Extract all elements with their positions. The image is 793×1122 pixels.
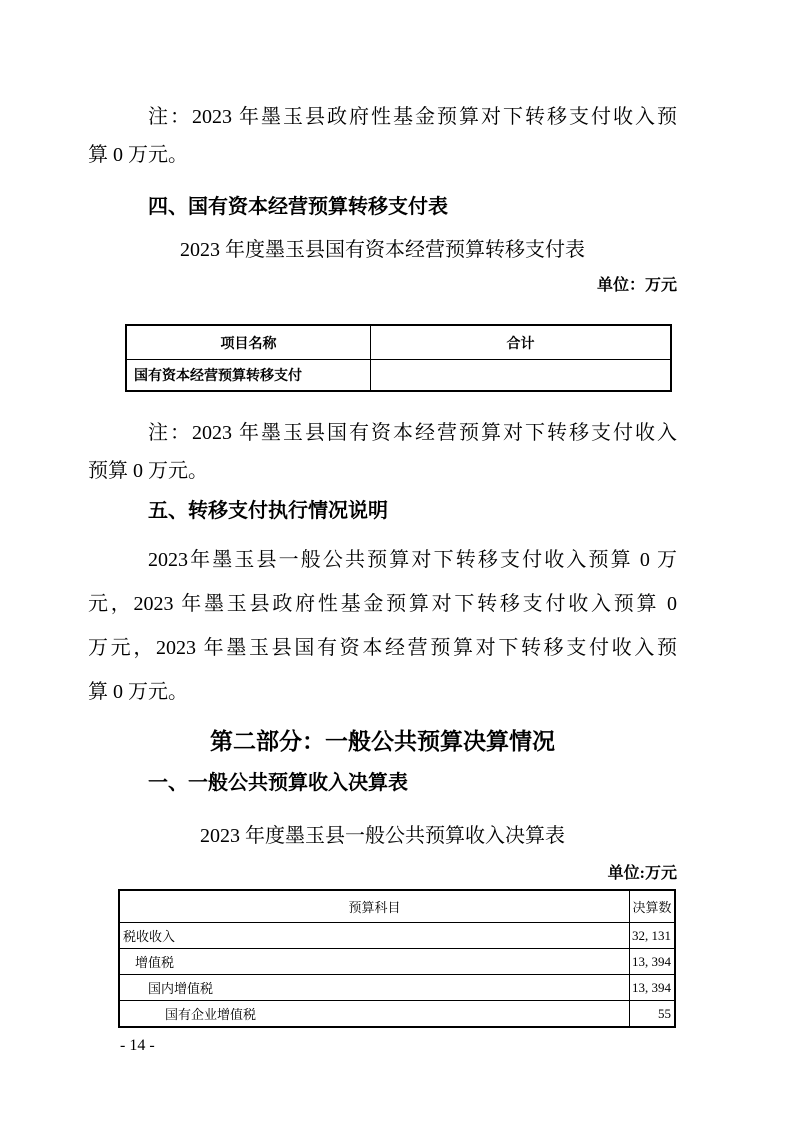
transfer-table-unit-label: 单位：万元 xyxy=(596,277,677,294)
note-line: 算 0 万元。 xyxy=(88,144,188,166)
paragraph-line: 2023年墨玉县一般公共预算对下转移支付收入预算 0 万 xyxy=(148,549,677,571)
note-line: 注：2023 年墨玉县国有资本经营预算对下转移支付收入 xyxy=(148,422,677,444)
table-row xyxy=(119,949,675,975)
revenue-table-unit-label: 单位:万元 xyxy=(607,865,677,882)
heading-section4: 四、国有资本经营预算转移支付表 xyxy=(148,196,448,218)
page-number: - 14 - xyxy=(120,1037,155,1054)
revenue-final-accounts-table xyxy=(118,889,676,1028)
table-row xyxy=(119,923,675,949)
transfer-table-title: 2023 年度墨玉县国有资本经营预算转移支付表 xyxy=(180,239,585,261)
note-soe-transfer xyxy=(88,414,677,490)
heading-section5: 五、转移支付执行情况说明 xyxy=(148,500,388,522)
transfer-payment-table xyxy=(125,324,672,392)
cell-subject: 增值税 xyxy=(119,949,630,975)
revenue-table-title: 2023 年度墨玉县一般公共预算收入决算表 xyxy=(200,825,565,847)
cell-value: 32, 131 xyxy=(630,923,676,949)
page-content xyxy=(88,0,677,1028)
cell-value: 55 xyxy=(630,1001,676,1028)
note-line: 注：2023 年墨玉县政府性基金预算对下转移支付收入预 xyxy=(148,106,677,128)
cell-value: 13, 394 xyxy=(630,975,676,1001)
heading-part2: 第二部分：一般公共预算决算情况 xyxy=(210,728,555,754)
table-header-row xyxy=(119,890,675,923)
column-header-total: 合计 xyxy=(371,325,672,360)
cell-subject: 税收收入 xyxy=(119,923,630,949)
cell-project-name: 国有资本经营预算转移支付 xyxy=(126,360,371,392)
cell-subject: 国内增值税 xyxy=(119,975,630,1001)
table-row xyxy=(126,360,671,392)
column-header-final-amount: 决算数 xyxy=(630,890,676,923)
table-header-row xyxy=(126,325,671,360)
execution-paragraph xyxy=(88,538,677,714)
table-row xyxy=(119,1001,675,1028)
paragraph-line: 元，2023 年墨玉县政府性基金预算对下转移支付收入预算 0 xyxy=(88,593,677,615)
heading-section1: 一、一般公共预算收入决算表 xyxy=(148,772,408,794)
note-gov-fund-transfer xyxy=(88,98,677,174)
paragraph-line: 算 0 万元。 xyxy=(88,681,188,703)
column-header-project-name: 项目名称 xyxy=(126,325,371,360)
cell-total-value xyxy=(371,360,672,392)
table-row xyxy=(119,975,675,1001)
column-header-budget-subject: 预算科目 xyxy=(119,890,630,923)
note-line: 预算 0 万元。 xyxy=(88,460,208,482)
cell-value: 13, 394 xyxy=(630,949,676,975)
cell-subject: 国有企业增值税 xyxy=(119,1001,630,1028)
paragraph-line: 万元，2023 年墨玉县国有资本经营预算对下转移支付收入预 xyxy=(88,637,677,659)
